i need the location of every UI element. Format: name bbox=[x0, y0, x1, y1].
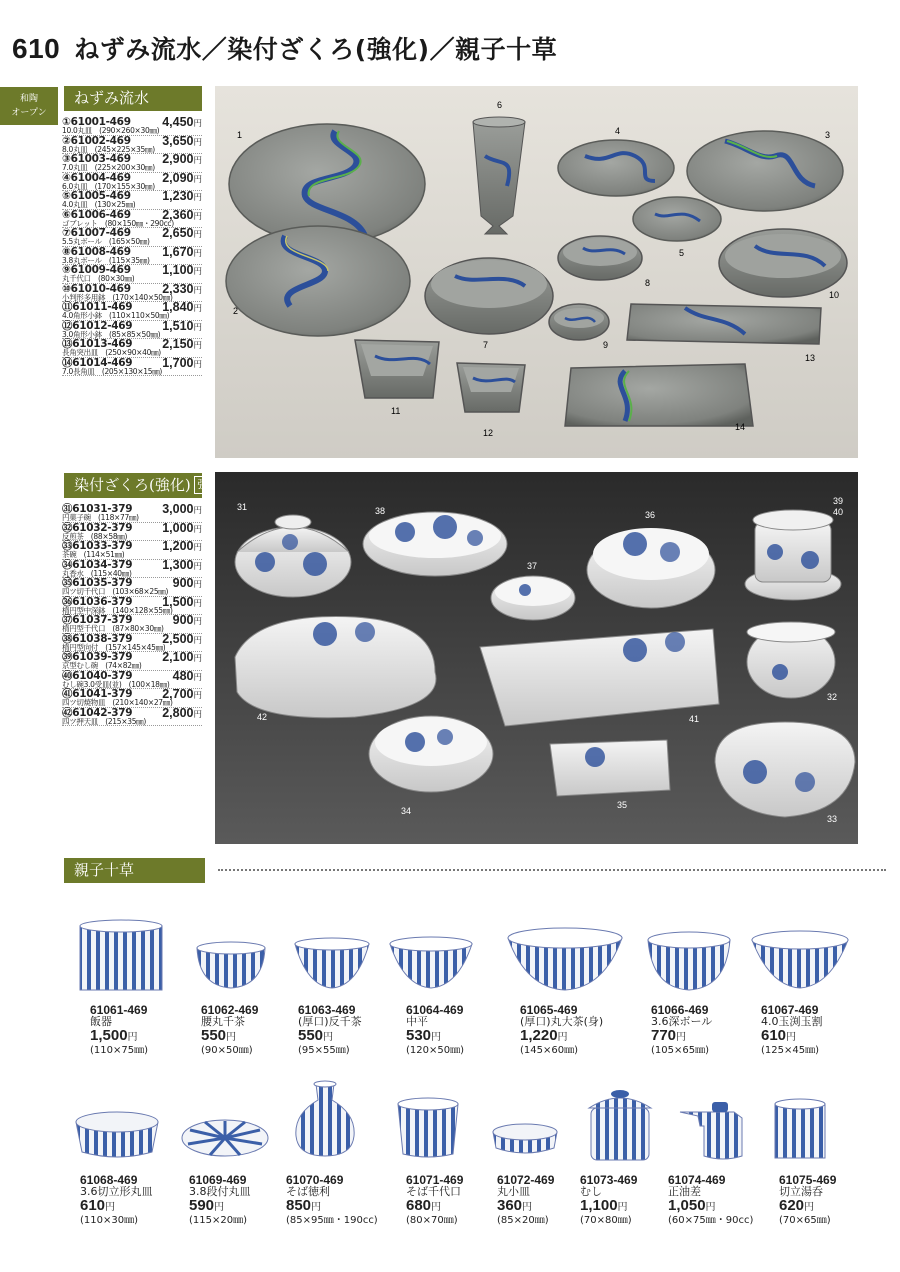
product-card bbox=[761, 1004, 871, 1057]
product-size: (70×80㎜) bbox=[580, 1215, 632, 1226]
item-price: 1,200円 bbox=[162, 539, 202, 553]
item-description: 四ツ切千代口 (103×68×25㎜) bbox=[62, 587, 169, 596]
product-size: (125×45㎜) bbox=[761, 1045, 819, 1056]
item-price: 1,500円 bbox=[162, 594, 202, 609]
item-code: ⑪61011-469 bbox=[62, 301, 133, 313]
product-size: (145×60㎜) bbox=[520, 1045, 578, 1056]
product-image-61061 bbox=[76, 918, 166, 994]
product-code: 61075-469 bbox=[779, 1173, 837, 1187]
photo-label-40: 40 bbox=[833, 507, 844, 517]
photo-label-34: 34 bbox=[401, 806, 412, 816]
photo-label-11: 11 bbox=[391, 406, 401, 416]
product-card bbox=[520, 1004, 630, 1057]
product-size: (85×95㎜・190cc) bbox=[286, 1215, 378, 1226]
product-image-61064 bbox=[388, 936, 474, 992]
section-title-nezumi: ねずみ流水 bbox=[74, 89, 150, 107]
product-price: 530円 bbox=[406, 1027, 442, 1044]
item-code: ⑬61013-469 bbox=[62, 338, 133, 350]
product-image-61062 bbox=[195, 940, 267, 992]
product-size: (120×50㎜) bbox=[406, 1045, 464, 1056]
item-code: ④61004-469 bbox=[62, 171, 131, 184]
price-list-item bbox=[62, 355, 202, 377]
product-size: (70×65㎜) bbox=[779, 1215, 831, 1226]
product-card bbox=[286, 1174, 396, 1227]
product-image-61063 bbox=[293, 936, 371, 992]
item-code: ㊴61039-379 bbox=[62, 651, 133, 663]
product-card bbox=[201, 1004, 311, 1057]
product-image-61065 bbox=[506, 926, 624, 994]
item-code: ⑫61012-469 bbox=[62, 319, 133, 332]
item-description: 楕円型中深鉢 (140×128×55㎜) bbox=[62, 605, 173, 615]
product-code: 61061-469 bbox=[90, 1003, 148, 1017]
product-price: 1,220円 bbox=[520, 1027, 568, 1044]
item-price: 2,500円 bbox=[162, 631, 202, 646]
product-size: (90×50㎜) bbox=[201, 1045, 253, 1056]
item-description: 丸香水 (115×40㎜) bbox=[62, 568, 132, 578]
item-code: ⑧61008-469 bbox=[62, 245, 131, 258]
product-card bbox=[651, 1004, 761, 1057]
item-price: 1,100円 bbox=[162, 263, 202, 277]
product-card bbox=[779, 1174, 889, 1227]
product-code: 61063-469 bbox=[298, 1003, 356, 1017]
item-price: 900円 bbox=[172, 576, 202, 590]
product-price: 680円 bbox=[406, 1197, 442, 1214]
item-code: ㉟61035-379 bbox=[62, 577, 133, 589]
product-code: 61071-469 bbox=[406, 1173, 464, 1187]
item-code: ㊳61038-379 bbox=[62, 632, 133, 645]
item-description: 小判形多用鉢 (170×140×50㎜) bbox=[62, 292, 173, 302]
product-card bbox=[668, 1174, 778, 1227]
item-price: 1,300円 bbox=[162, 557, 202, 572]
item-description: 8.0丸皿 (245×225×35㎜) bbox=[62, 144, 155, 154]
product-code: 61062-469 bbox=[201, 1003, 259, 1017]
item-price: 1,840円 bbox=[162, 300, 202, 314]
product-code: 61074-469 bbox=[668, 1173, 726, 1187]
product-image-61070 bbox=[290, 1080, 360, 1160]
item-code: ⑦61007-469 bbox=[62, 227, 131, 239]
item-price: 2,700円 bbox=[162, 687, 202, 701]
product-name: むし bbox=[580, 1185, 602, 1198]
photo-label-7: 7 bbox=[483, 340, 489, 350]
item-price: 2,100円 bbox=[162, 650, 202, 664]
photo-label-42: 42 bbox=[257, 712, 268, 722]
photo-label-39: 39 bbox=[833, 496, 844, 506]
item-code: ㊶61041-379 bbox=[62, 688, 133, 700]
photo-label-10: 10 bbox=[829, 290, 840, 300]
photo-label-41: 41 bbox=[689, 714, 700, 724]
item-code: ③61003-469 bbox=[62, 153, 131, 165]
product-name: (厚口)反千茶 bbox=[298, 1015, 362, 1028]
item-code: ㊵61040-379 bbox=[62, 669, 133, 682]
product-image-61066 bbox=[646, 930, 732, 994]
item-description: 3.0角形小鉢 (85×85×50㎜) bbox=[62, 329, 161, 339]
product-image-61073 bbox=[585, 1088, 655, 1164]
photo-label-13: 13 bbox=[805, 353, 816, 363]
photo-label-2: 2 bbox=[233, 306, 239, 316]
photo-label-6: 6 bbox=[497, 100, 503, 110]
product-size: (60×75㎜・90cc) bbox=[668, 1215, 754, 1226]
product-price: 770円 bbox=[651, 1027, 687, 1044]
item-description: 7.0丸皿 (225×200×30㎜) bbox=[62, 163, 155, 172]
category-tab-line1: 和陶 bbox=[19, 94, 38, 104]
product-price: 850円 bbox=[286, 1197, 322, 1214]
page-title-text: ねずみ流水／染付ざくろ(強化)／親子十草 bbox=[74, 35, 558, 64]
product-price: 550円 bbox=[298, 1027, 334, 1044]
product-price: 620円 bbox=[779, 1197, 815, 1214]
product-image-61072 bbox=[490, 1120, 560, 1160]
item-description: 10.0丸皿 (290×260×30㎜) bbox=[62, 126, 160, 135]
item-price: 3,650円 bbox=[162, 133, 202, 148]
product-image-61071 bbox=[395, 1096, 461, 1162]
item-price: 1,700円 bbox=[162, 355, 202, 370]
section-title-zakuro: 染付ざくろ(強化) bbox=[74, 476, 191, 494]
photo-label-8: 8 bbox=[645, 278, 651, 288]
photo-label-1: 1 bbox=[237, 130, 243, 140]
product-price: 550円 bbox=[201, 1027, 237, 1044]
item-description: 4.0角形小鉢 (110×110×50㎜) bbox=[62, 311, 170, 320]
item-code: ⑩61010-469 bbox=[62, 282, 131, 295]
item-description: 丸千代口 (80×30㎜) bbox=[62, 274, 135, 283]
product-size: (95×55㎜) bbox=[298, 1045, 350, 1056]
product-code: 61064-469 bbox=[406, 1003, 464, 1017]
photo-label-5: 5 bbox=[679, 248, 685, 258]
product-name: そば千代口 bbox=[406, 1185, 461, 1198]
product-code: 61067-469 bbox=[761, 1003, 819, 1017]
item-description: 茶碗 (114×51㎜) bbox=[62, 550, 125, 559]
item-description: ゴブレット (80×150㎜・290cc) bbox=[62, 218, 174, 228]
item-price: 1,230円 bbox=[162, 189, 202, 203]
page-number: 610 bbox=[12, 33, 61, 64]
photo-label-33: 33 bbox=[827, 814, 838, 824]
product-price: 590円 bbox=[189, 1197, 225, 1214]
product-code: 61068-469 bbox=[80, 1173, 138, 1187]
item-code: ⑥61006-469 bbox=[62, 208, 131, 221]
item-price: 900円 bbox=[172, 613, 202, 627]
product-name: 中平 bbox=[406, 1015, 428, 1028]
product-name: (厚口)丸大茶(身) bbox=[520, 1015, 604, 1028]
photo-label-9: 9 bbox=[603, 340, 609, 350]
item-code: ②61002-469 bbox=[62, 134, 131, 147]
item-description: 3.8丸ボール (115×35㎜) bbox=[62, 255, 150, 265]
item-description: 6.0丸皿 (170×155×30㎜) bbox=[62, 181, 155, 191]
product-code: 61073-469 bbox=[580, 1173, 638, 1187]
category-tab[interactable] bbox=[0, 87, 58, 125]
item-description: 楕円型千代口 (87×80×30㎜) bbox=[62, 624, 164, 633]
item-code: ⑤61005-469 bbox=[62, 190, 131, 202]
section-divider bbox=[218, 869, 886, 871]
item-code: ㊲61037-379 bbox=[62, 614, 133, 626]
price-list-zakuro bbox=[62, 504, 202, 726]
photo-label-37: 37 bbox=[527, 561, 538, 571]
product-card bbox=[90, 1004, 200, 1057]
photo-label-35: 35 bbox=[617, 800, 628, 810]
product-name: 4.0玉渕玉割 bbox=[761, 1015, 823, 1028]
product-name: 丸小皿 bbox=[497, 1185, 530, 1198]
item-description: 5.5丸ボール (165×50㎜) bbox=[62, 237, 150, 246]
product-price: 360円 bbox=[497, 1197, 533, 1214]
product-price: 1,100円 bbox=[580, 1197, 628, 1214]
item-description: 7.0長角皿 (205×130×15㎜) bbox=[62, 366, 163, 376]
photo-label-31: 31 bbox=[237, 502, 248, 512]
photo-label-3: 3 bbox=[825, 130, 831, 140]
product-code: 61069-469 bbox=[189, 1173, 247, 1187]
product-image-61068 bbox=[74, 1108, 160, 1162]
section-title-oyako: 親子十草 bbox=[74, 861, 135, 879]
product-name: そば徳利 bbox=[286, 1185, 330, 1198]
product-size: (105×65㎜) bbox=[651, 1045, 709, 1056]
item-code: ㉜61032-379 bbox=[62, 521, 133, 534]
product-code: 61072-469 bbox=[497, 1173, 555, 1187]
photo-label-32: 32 bbox=[827, 692, 838, 702]
product-image-61075 bbox=[772, 1098, 828, 1162]
product-name: 飯器 bbox=[90, 1015, 112, 1028]
item-description: 四ツ切焼物皿 (210×140×27㎜) bbox=[62, 698, 173, 707]
photo-label-38: 38 bbox=[375, 506, 386, 516]
item-price: 2,650円 bbox=[162, 226, 202, 240]
category-tab-line2: オープン bbox=[11, 108, 47, 118]
item-description: 四ツ押天皿 (215×35㎜) bbox=[62, 716, 146, 726]
product-price: 610円 bbox=[80, 1197, 116, 1214]
product-photo-zakuro bbox=[215, 472, 858, 844]
product-size: (110×75㎜) bbox=[90, 1045, 148, 1056]
page-title bbox=[12, 30, 872, 66]
photo-label-4: 4 bbox=[615, 126, 621, 136]
item-price: 1,510円 bbox=[162, 318, 202, 333]
product-code: 61065-469 bbox=[520, 1003, 578, 1017]
product-code: 61070-469 bbox=[286, 1173, 344, 1187]
item-code: ⑭61014-469 bbox=[62, 356, 133, 369]
product-photo-nezumi bbox=[215, 86, 858, 458]
product-name: 3.6切立形丸皿 bbox=[80, 1185, 153, 1198]
item-price: 2,800円 bbox=[162, 705, 202, 720]
reinforced-badge: 強 bbox=[194, 476, 212, 494]
product-name: 切立湯呑 bbox=[779, 1185, 823, 1198]
item-code: ㊱61036-379 bbox=[62, 595, 133, 608]
item-price: 1,670円 bbox=[162, 244, 202, 259]
section-header-zakuro bbox=[64, 473, 209, 498]
item-code: ㉞61034-379 bbox=[62, 558, 133, 571]
product-name: 3.6深ボール bbox=[651, 1015, 713, 1028]
product-price: 610円 bbox=[761, 1027, 797, 1044]
item-code: ⑨61009-469 bbox=[62, 264, 131, 276]
product-size: (85×20㎜) bbox=[497, 1215, 549, 1226]
item-price: 2,150円 bbox=[162, 337, 202, 351]
product-size: (115×20㎜) bbox=[189, 1215, 247, 1226]
item-description: 円菓子碗 (118×77㎜) bbox=[62, 513, 139, 522]
item-price: 4,450円 bbox=[162, 115, 202, 129]
product-price: 1,050円 bbox=[668, 1197, 716, 1214]
item-price: 2,090円 bbox=[162, 170, 202, 185]
item-description: 長角突出皿 (250×90×40㎜) bbox=[62, 348, 161, 357]
price-list-nezumi bbox=[62, 117, 202, 376]
photo-label-14: 14 bbox=[735, 422, 746, 432]
item-price: 3,000円 bbox=[162, 502, 202, 516]
product-image-61067 bbox=[750, 930, 850, 990]
item-price: 1,000円 bbox=[162, 520, 202, 535]
item-code: ㉝61033-379 bbox=[62, 540, 133, 552]
photo-label-36: 36 bbox=[645, 510, 656, 520]
product-card bbox=[298, 1004, 408, 1057]
product-code: 61066-469 bbox=[651, 1003, 709, 1017]
product-size: (80×70㎜) bbox=[406, 1215, 458, 1226]
item-description: 楕円型向付 (157×145×45㎜) bbox=[62, 642, 166, 652]
item-description: 反煎茶 (88×58㎜) bbox=[62, 531, 128, 541]
product-price: 1,500円 bbox=[90, 1027, 138, 1044]
item-price: 2,330円 bbox=[162, 281, 202, 296]
item-price: 480円 bbox=[172, 668, 202, 683]
product-name: 3.8段付丸皿 bbox=[189, 1185, 251, 1198]
price-list-item bbox=[62, 705, 202, 727]
item-description: むし碗3.0受皿(並) (100×18㎜) bbox=[62, 679, 170, 689]
item-price: 2,360円 bbox=[162, 207, 202, 222]
product-name: 腰丸千茶 bbox=[201, 1015, 245, 1028]
product-image-61069 bbox=[180, 1116, 270, 1162]
product-name: 正油差 bbox=[668, 1185, 701, 1198]
photo-label-12: 12 bbox=[483, 428, 494, 438]
section-header-oyako bbox=[64, 858, 205, 883]
product-image-61074 bbox=[678, 1096, 750, 1162]
item-price: 2,900円 bbox=[162, 152, 202, 166]
section-header-nezumi bbox=[64, 86, 202, 111]
product-card bbox=[80, 1174, 190, 1227]
item-code: ㉛61031-379 bbox=[62, 503, 133, 515]
product-card bbox=[406, 1004, 516, 1057]
product-size: (110×30㎜) bbox=[80, 1215, 138, 1226]
item-description: 4.0丸皿 (130×25㎜) bbox=[62, 200, 136, 209]
item-description: 京型むし碗 (74×82㎜) bbox=[62, 661, 142, 670]
item-code: ①61001-469 bbox=[62, 116, 131, 128]
item-code: ㊷61042-379 bbox=[62, 706, 133, 719]
product-card bbox=[189, 1174, 299, 1227]
